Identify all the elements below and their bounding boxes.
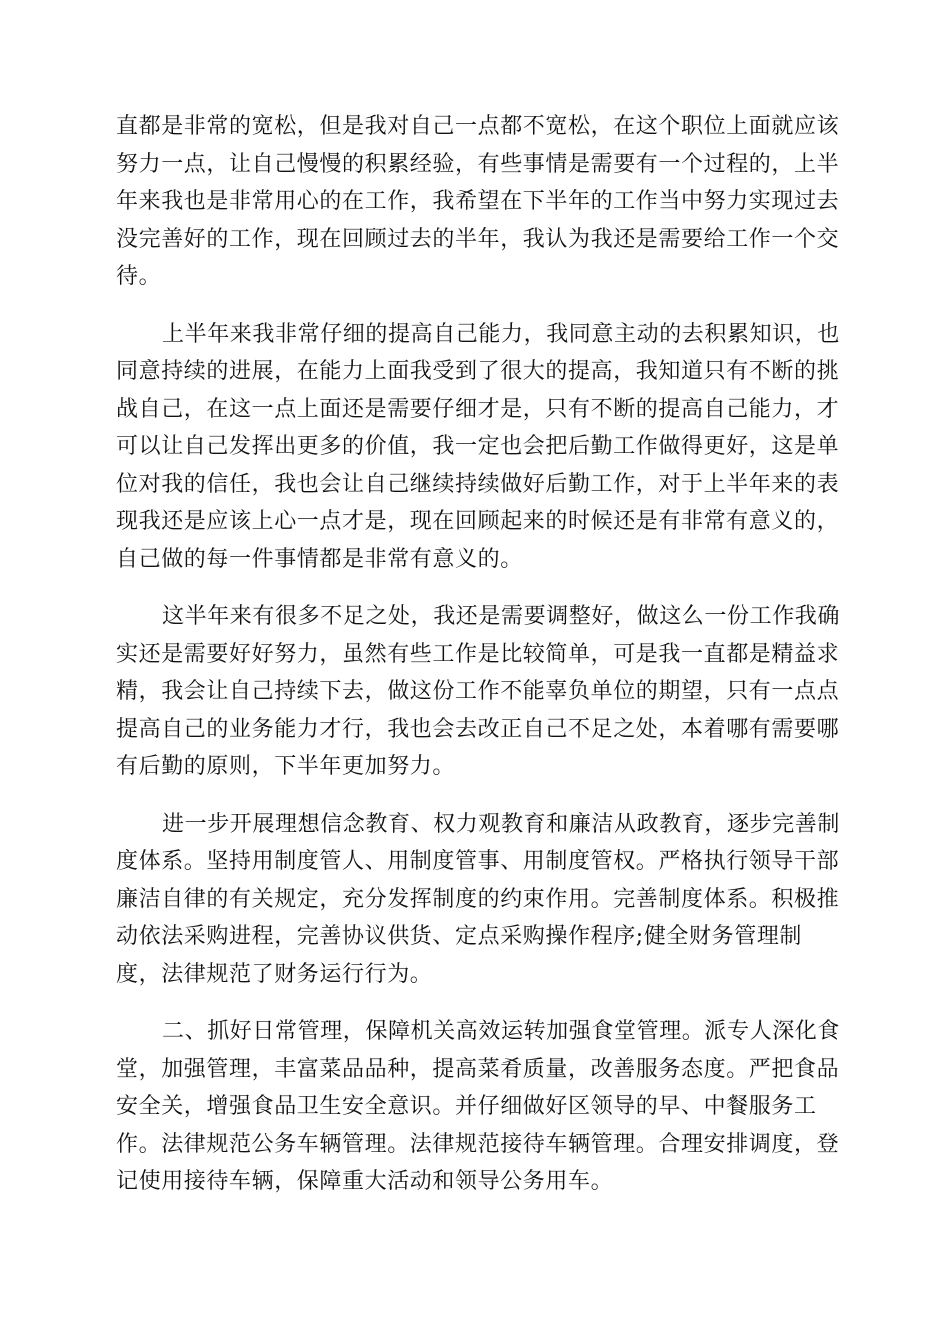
paragraph-line: 记使用接待车辆，保障重大活动和领导公务用车。 <box>116 1169 614 1194</box>
paragraph-line: 年来我也是非常用心的在工作，我希望在下半年的工作当中努力实现过去 <box>116 189 840 214</box>
paragraph-line: 位对我的信任，我也会让自己继续持续做好后勤工作，对于上半年来的表 <box>116 471 840 497</box>
paragraph-line: 直都是非常的宽松，但是我对自己一点都不宽松，在这个职位上面就应该 <box>116 114 840 139</box>
paragraph-line: 待。 <box>116 264 162 289</box>
paragraph-line: 没完善好的工作，现在回顾过去的半年，我认为我还是需要给工作一个交 <box>116 226 840 252</box>
paragraph-line: 战自己，在这一点上面还是需要仔细才是，只有不断的提高自己能力，才 <box>116 396 840 422</box>
paragraph-line: 上半年来我非常仔细的提高自己能力，我同意主动的去积累知识，也 <box>162 321 841 347</box>
paragraph-line: 实还是需要好好努力，虽然有些工作是比较简单，可是我一直都是精益求 <box>116 641 840 667</box>
paragraph-2 <box>116 316 841 579</box>
paragraph-line: 度体系。坚持用制度管人、用制度管事、用制度管权。严格执行领导干部 <box>116 849 840 874</box>
paragraph-line: 提高自己的业务能力才行，我也会去改正自己不足之处，本着哪有需要哪 <box>116 716 840 742</box>
paragraph-line: 可以让自己发挥出更多的价值，我一定也会把后勤工作做得更好，这是单 <box>116 434 840 459</box>
paragraph-line: 度，法律规范了财务运行行为。 <box>116 961 433 987</box>
paragraph-5 <box>116 1013 841 1201</box>
paragraph-4 <box>116 806 841 994</box>
paragraph-line: 现我还是应该上心一点才是，现在回顾起来的时候还是有非常有意义的， <box>116 509 840 534</box>
paragraph-line: 安全关，增强食品卫生安全意识。并仔细做好区领导的早、中餐服务工 <box>116 1094 817 1119</box>
document-page <box>116 108 841 1201</box>
paragraph-line: 堂，加强管理，丰富菜品品种，提高菜肴质量，改善服务态度。严把食品 <box>116 1056 840 1082</box>
paragraph-line: 努力一点，让自己慢慢的积累经验，有些事情是需要有一个过程的，上半 <box>116 151 840 177</box>
paragraph-line: 进一步开展理想信念教育、权力观教育和廉洁从政教育，逐步完善制 <box>162 811 841 837</box>
paragraph-line: 有后勤的原则，下半年更加努力。 <box>116 754 456 779</box>
paragraph-1 <box>116 108 840 296</box>
paragraph-line: 廉洁自律的有关规定，充分发挥制度的约束作用。完善制度体系。积极推 <box>116 886 840 912</box>
paragraph-3 <box>116 598 841 786</box>
paragraph-line: 这半年来有很多不足之处，我还是需要调整好，做这么一份工作我确 <box>162 604 841 629</box>
paragraph-line: 作。法律规范公务车辆管理。法律规范接待车辆管理。合理安排调度，登 <box>116 1131 840 1157</box>
paragraph-line: 自己做的每一件事情都是非常有意义的。 <box>116 546 523 572</box>
paragraph-line: 二、抓好日常管理，保障机关高效运转加强食堂管理。派专人深化食 <box>162 1019 841 1044</box>
paragraph-line: 精，我会让自己持续下去，做这份工作不能辜负单位的期望，只有一点点 <box>116 679 840 704</box>
paragraph-line: 同意持续的进展，在能力上面我受到了很大的提高，我知道只有不断的挑 <box>116 359 840 384</box>
paragraph-line: 动依法采购进程，完善协议供货、定点采购操作程序;健全财务管理制 <box>116 924 803 949</box>
